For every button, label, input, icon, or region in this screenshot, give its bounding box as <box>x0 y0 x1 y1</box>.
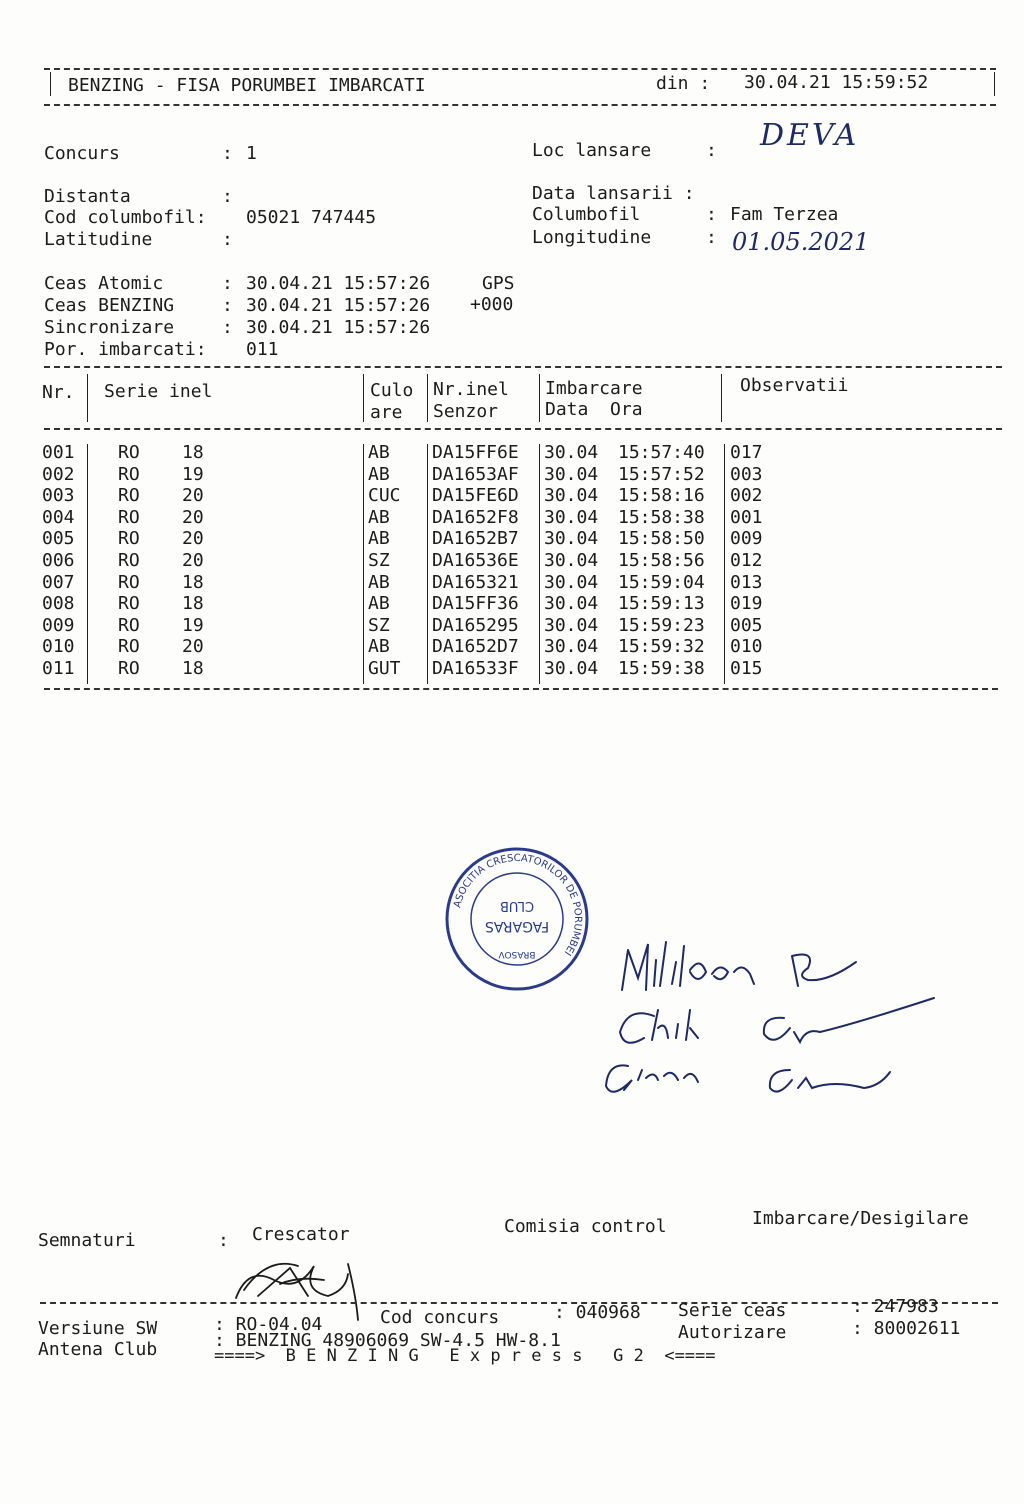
col-sep <box>87 374 88 422</box>
cell-senzor: DA1653AF <box>432 463 519 485</box>
loc-lansare-handwritten: DEVA <box>760 118 860 153</box>
cell-senzor: DA15FF6E <box>432 442 519 463</box>
cell-culoare: SZ <box>368 550 390 571</box>
cell-senzor: DA1652D7 <box>432 636 519 658</box>
sincronizare-value: 30.04.21 15:57:26 <box>246 317 431 338</box>
cell-nr: 003 <box>42 485 75 507</box>
imbarcare-desigilare-label: Imbarcare/Desigilare <box>752 1208 969 1229</box>
cell-nr: 005 <box>42 528 75 550</box>
header-left-bar <box>50 72 51 96</box>
cell-ora: 15:58:16 <box>618 485 705 507</box>
cell-senzor: DA1652F8 <box>432 506 519 528</box>
colon: : <box>706 140 717 161</box>
cell-culoare: CUC <box>368 485 401 507</box>
cell-obs: 017 <box>730 442 763 463</box>
cell-tara: RO <box>118 593 140 615</box>
cell-an: 19 <box>182 463 204 485</box>
cell-nr: 009 <box>42 614 75 636</box>
cell-senzor: DA15FF36 <box>432 593 519 615</box>
signature-1: Milikoa Ay <box>594 920 601 921</box>
cell-culoare: AB <box>368 636 390 658</box>
colon: : <box>706 204 717 225</box>
colon: : <box>706 227 717 248</box>
colon: : <box>222 186 233 207</box>
data-lansarii-label: Data lansarii : <box>532 183 695 204</box>
cell-culoare: AB <box>368 571 390 593</box>
cod-columbofil-label: Cod columbofil: <box>44 207 207 228</box>
cell-culoare: AB <box>368 506 390 528</box>
cell-data: 30.04 <box>544 636 599 658</box>
cell-an: 20 <box>182 506 204 528</box>
header-nrinel-2: Senzor <box>433 401 499 422</box>
cell-nr: 002 <box>42 463 75 485</box>
cell-ora: 15:58:50 <box>618 528 705 550</box>
stamp-ring-text: ASOCITIA CRESCATORILOR DE PORUMBEI <box>452 852 584 958</box>
cell-obs: 002 <box>730 485 763 507</box>
ceas-atomic-value: 30.04.21 15:57:26 <box>246 273 431 294</box>
stamp-mid1: FAGARAS <box>484 918 550 934</box>
cell-ora: 15:57:52 <box>618 463 705 485</box>
cell-an: 19 <box>182 614 204 636</box>
cell-data: 30.04 <box>544 571 599 593</box>
header-imbarcare-2: Data Ora <box>545 399 643 420</box>
cell-senzor: DA165295 <box>432 614 519 636</box>
col-sep <box>721 374 722 422</box>
cell-tara: RO <box>118 442 140 463</box>
cell-ora: 15:59:23 <box>618 614 705 636</box>
colon: : <box>222 143 233 164</box>
versiune-sw-label: Versiune SW <box>38 1318 158 1339</box>
versiune-sw-value: : RO-04.04 <box>214 1314 323 1335</box>
cell-obs: 019 <box>730 593 763 615</box>
latitudine-label: Latitudine <box>44 229 153 250</box>
cell-an: 18 <box>182 442 204 463</box>
colon: : <box>218 1230 229 1251</box>
cell-nr: 011 <box>42 658 75 679</box>
stamp-top-text: BRASOV <box>498 949 536 959</box>
cell-tara: RO <box>118 528 140 550</box>
ceas-atomic-suffix: GPS <box>482 273 515 294</box>
cell-tara: RO <box>118 506 140 528</box>
club-stamp <box>444 846 590 992</box>
serie-ceas-label: Serie ceas <box>678 1300 787 1321</box>
cell-ora: 15:59:38 <box>618 658 705 679</box>
header-serie-inel: Serie inel <box>104 381 213 402</box>
cell-data: 30.04 <box>544 463 599 485</box>
header-culoare-2: are <box>370 402 403 423</box>
cell-nr: 001 <box>42 442 75 463</box>
cell-nr: 007 <box>42 571 75 593</box>
cod-concurs-label: Cod concurs <box>380 1307 500 1328</box>
concurs-label: Concurs <box>44 143 120 164</box>
columbofil-label: Columbofil <box>532 204 641 225</box>
col-sep <box>427 374 428 422</box>
sincronizare-label: Sincronizare <box>44 317 175 338</box>
ceas-benzing-value: 30.04.21 15:57:26 <box>246 295 431 316</box>
cell-nr: 004 <box>42 506 75 528</box>
header-culoare-1: Culo <box>370 380 414 401</box>
cell-culoare: GUT <box>368 658 401 679</box>
data-lansarii-handwritten: 01.05.2021 <box>732 228 870 256</box>
cell-senzor: DA165321 <box>432 571 519 593</box>
cell-tara: RO <box>118 636 140 658</box>
cell-an: 18 <box>182 658 204 679</box>
cell-tara: RO <box>118 658 140 679</box>
cell-ora: 15:59:13 <box>618 593 705 615</box>
cell-senzor: DA16533F <box>432 658 519 679</box>
breeder-signature <box>228 1246 378 1322</box>
cell-obs: 012 <box>730 550 763 571</box>
semnaturi-label: Semnaturi <box>38 1230 136 1251</box>
cell-obs: 003 <box>730 463 763 485</box>
cell-ora: 15:59:04 <box>618 571 705 593</box>
cell-an: 18 <box>182 593 204 615</box>
columbofil-value: Fam Terzea <box>730 204 839 225</box>
din-label: din : <box>656 73 711 94</box>
cell-culoare: AB <box>368 463 390 485</box>
cell-tara: RO <box>118 463 140 485</box>
por-imbarcati-label: Por. imbarcati: <box>44 339 207 360</box>
benzing-express-banner: ====> B E N Z I N G E x p r e s s G 2 <==== <box>214 1346 716 1366</box>
cell-ora: 15:58:56 <box>618 550 705 571</box>
header-nr: Nr. <box>42 382 75 403</box>
col-sep <box>539 444 540 684</box>
crescator-label: Crescator <box>252 1224 350 1245</box>
cell-culoare: SZ <box>368 614 390 636</box>
antena-club-value: : BENZING 48906069 SW-4.5 HW-8.1 <box>214 1330 561 1351</box>
cell-data: 30.04 <box>544 506 599 528</box>
cell-senzor: DA16536E <box>432 550 519 571</box>
table-top-rule <box>44 366 1002 368</box>
col-sep <box>539 374 540 422</box>
cell-tara: RO <box>118 550 140 571</box>
cell-an: 20 <box>182 485 204 507</box>
cell-tara: RO <box>118 571 140 593</box>
cell-data: 30.04 <box>544 550 599 571</box>
col-sep <box>363 374 364 422</box>
col-sep <box>724 444 725 684</box>
header-imbarcare-1: Imbarcare <box>545 378 643 399</box>
col-sep <box>427 444 428 684</box>
cell-ora: 15:58:38 <box>618 506 705 528</box>
ceas-benzing-suffix: +000 <box>470 294 514 315</box>
cod-columbofil-value: 05021 747445 <box>246 207 377 228</box>
cell-culoare: AB <box>368 442 390 463</box>
header-datetime: 30.04.21 15:59:52 <box>744 72 929 93</box>
cell-nr: 008 <box>42 593 75 615</box>
header-nrinel-1: Nr.inel <box>433 379 509 400</box>
autorizare-label: Autorizare <box>678 1322 787 1343</box>
cell-obs: 009 <box>730 528 763 550</box>
cell-data: 30.04 <box>544 593 599 615</box>
header-bottom-rule <box>44 104 996 106</box>
distanta-label: Distanta <box>44 186 131 207</box>
cell-obs: 005 <box>730 614 763 636</box>
col-sep <box>87 444 88 684</box>
cell-obs: 001 <box>730 506 763 528</box>
cell-senzor: DA1652B7 <box>432 528 519 550</box>
cell-data: 30.04 <box>544 485 599 507</box>
cell-tara: RO <box>118 614 140 636</box>
header-right-bar <box>994 72 995 96</box>
serie-ceas-value: : 247983 <box>852 1296 939 1317</box>
cod-concurs-value: : 040968 <box>554 1302 641 1323</box>
longitudine-label: Longitudine <box>532 227 652 248</box>
colon: : <box>222 229 233 250</box>
comisia-control-label: Comisia control <box>504 1216 667 1237</box>
colon: : <box>222 317 233 338</box>
autorizare-value: : 80002611 <box>852 1318 961 1339</box>
cell-senzor: DA15FE6D <box>432 485 519 507</box>
loc-lansare-label: Loc lansare <box>532 140 652 161</box>
col-sep <box>363 444 364 684</box>
cell-data: 30.04 <box>544 442 599 463</box>
cell-nr: 010 <box>42 636 75 658</box>
commission-signatures <box>594 920 954 1120</box>
cell-tara: RO <box>118 485 140 507</box>
cell-an: 18 <box>182 571 204 593</box>
cell-data: 30.04 <box>544 528 599 550</box>
cell-data: 30.04 <box>544 614 599 636</box>
por-imbarcati-value: 011 <box>246 339 279 360</box>
cell-obs: 015 <box>730 658 763 679</box>
cell-data: 30.04 <box>544 658 599 679</box>
cell-an: 20 <box>182 528 204 550</box>
antena-club-label: Antena Club <box>38 1339 158 1360</box>
cell-ora: 15:59:32 <box>618 636 705 658</box>
header-observatii: Observatii <box>740 375 849 396</box>
cell-an: 20 <box>182 636 204 658</box>
ceas-benzing-label: Ceas BENZING <box>44 295 175 316</box>
header-top-rule <box>44 68 996 70</box>
colon: : <box>222 273 233 294</box>
document-title: BENZING - FISA PORUMBEI IMBARCATI <box>68 75 426 96</box>
ceas-atomic-label: Ceas Atomic <box>44 273 164 294</box>
colon: : <box>222 295 233 316</box>
table-bottom-rule <box>44 688 998 690</box>
table-header-rule <box>44 428 1002 430</box>
stamp-mid2: CLUB <box>499 898 535 913</box>
cell-obs: 013 <box>730 571 763 593</box>
cell-obs: 010 <box>730 636 763 658</box>
cell-ora: 15:57:40 <box>618 442 705 463</box>
concurs-value: 1 <box>246 143 257 164</box>
cell-nr: 006 <box>42 550 75 571</box>
cell-an: 20 <box>182 550 204 571</box>
cell-culoare: AB <box>368 528 390 550</box>
cell-culoare: AB <box>368 593 390 615</box>
